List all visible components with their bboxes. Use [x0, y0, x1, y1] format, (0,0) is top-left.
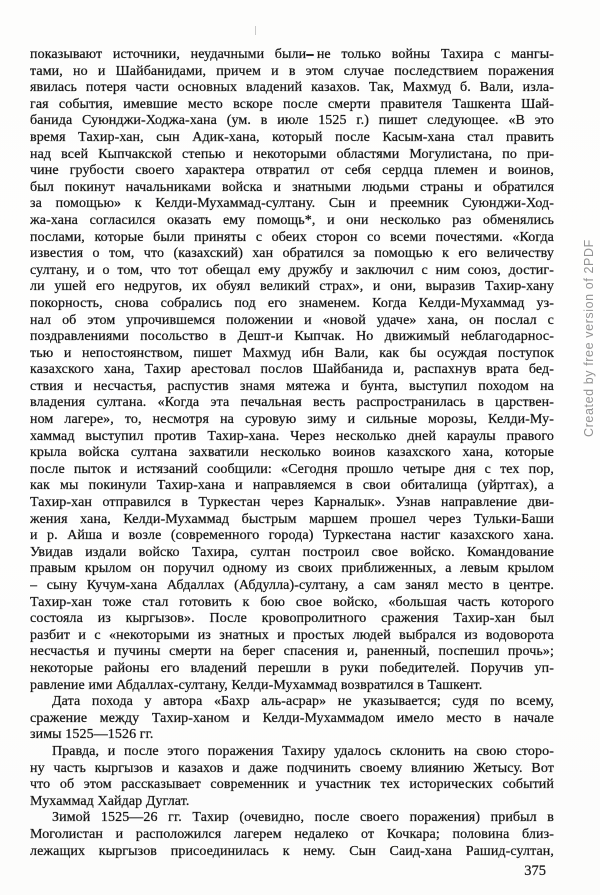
text-line: ну часть кыргызов и казахов и даже подчинить своему влиянию Жетысу. Вот	[30, 760, 554, 776]
text-line: несчастья и пучины смерти на берег спасения и, раненный, поспешил прочь»;	[30, 644, 554, 660]
text-line: Правда, и после этого поражения Тахиру удалось склонить на свою сторо-	[52, 743, 554, 759]
text-line: после пыток и истязаний сообщили: «Сегодня прошло четыре дня с тех пор,	[30, 461, 554, 477]
body-text	[30, 47, 554, 860]
text-line: жа-хана согласился оказать ему помощь*, и они несколько раз обменялись	[30, 212, 554, 228]
text-line: казахского хана, Тахир арестовал послов Шайбанида и, распахнув врата бед-	[30, 362, 554, 378]
text-line: Дата похода у автора «Бахр аль-асрар» не указывается; судя по всему,	[52, 694, 554, 710]
page-number: 375	[524, 863, 546, 879]
text-line: банида Суюнджи-Ходжа-хана (ум. в июле 1525 г.) пишет следующее. «В это	[30, 113, 554, 129]
text-line: покорность, снова собрались под его знаменем. Когда Келди-Мухаммад уз-	[30, 295, 554, 311]
text-line: сражение между Тахир-ханом и Келди-Мухаммадом имело место в начале	[30, 710, 554, 726]
text-line: хаммад выступил против Тахир-хана. Через несколько дней караулы правого	[30, 428, 554, 444]
text-line: нал об этом упрочившемся положении и «новой удаче» хана, он послал с	[30, 312, 554, 328]
text-line: состояла из кыргызов». После кровопролитного сражения Тахир-хан был	[30, 611, 554, 627]
text-line: гая события, имевшие место вскоре после смерти правителя Ташкента Шай-	[30, 96, 554, 112]
text-line: ли ушей его недругов, их обуял великий страх», и они, выразив Тахир-хану	[30, 279, 554, 295]
text-line: тью и непостоянством, пишет Махмуд ибн Вали, как бы осуждая поступок	[30, 345, 554, 361]
watermark-2pdf: Created by free version of 2PDF	[582, 239, 596, 437]
text-line: Мухаммад Хайдар Дуглат.	[30, 793, 190, 809]
text-line: некоторые районы его владений перешли в руки победителей. Поручив уп-	[30, 660, 554, 676]
text-line: и р. Айша и возле (современного города) Туркестана настиг казахского хана.	[30, 528, 554, 544]
text-line: поздравлениями посольство в Дешт-и Кыпчак. Но движимый неблагодарнос-	[30, 329, 554, 345]
text-line: ном лагере», то, несмотря на суровую зиму и сильные морозы, Келди-Му-	[30, 412, 554, 428]
text-line: был покинут начальниками войска и знатными людьми страны и обратился	[30, 179, 554, 195]
text-line: зимы 1525—1526 гг.	[30, 727, 154, 743]
text-line: показывают источники, неудачными были не только войны Тахира с мангы-	[30, 47, 554, 62]
text-line: – сыну Кучум-хана Абдаллах (Абдулла)-султану, а сам занял место в центре.	[30, 578, 554, 593]
text-line: время Тахир-хан, сын Адик-хана, который после Касым-хана стал править	[30, 129, 554, 145]
text-line: послами, которые были приняты с обеих сторон со всеми почестями. «Когда	[30, 229, 554, 245]
text-line: Зимой 1525—26 гг. Тахир (очевидно, после своего поражения) прибыл в	[52, 810, 554, 826]
text-line: жения хана, Келди-Мухаммад быстрым маршем прошел через Тульки-Баши	[30, 511, 554, 527]
scan-artifact	[255, 26, 256, 35]
text-line: что об этом рассказывает современник и участник тех исторических событий	[30, 777, 554, 793]
text-line: Тахир-хан тоже стал готовить к бою свое войско, «большая часть которого	[30, 594, 554, 610]
text-line: крыла войска султана захватили несколько воинов казахского хана, которые	[30, 445, 554, 461]
text-line: ствия и несчастья, распустив знамя мятежа и бунта, выступил походом на	[30, 378, 554, 394]
text-line: тами, но и Шайбанидами, причем и в этом случае последствием поражения	[30, 63, 554, 79]
text-line: Моголистан и расположился лагерем недалеко от Кочкара; половина близ-	[30, 826, 554, 842]
text-line: известия о том, что (казахский) хан обратился за помощью к его величеству	[30, 246, 554, 262]
text-line: за помощью» к Келди-Мухаммад-султану. Сын и преемник Суюнджи-Ход-	[30, 196, 554, 212]
text-line: владения султана. «Когда эта печальная весть распространилась в царствен-	[30, 395, 554, 411]
text-line: лежащих кыргызов присоединилась к нему. Сын Саид-хана Рашид-султан,	[30, 843, 554, 859]
text-line: Тахир-хан отправился в Туркестан через Карналык». Узнав направление дви-	[30, 495, 554, 511]
text-line: правым крылом он поручил одному из своих приближенных, а левым крылом	[30, 561, 554, 577]
text-line: над всей Кыпчакской степью и некоторыми областями Могулистана, по при-	[30, 146, 554, 162]
text-line: равление ими Абдаллах-султану, Келди-Мухаммад возвратился в Ташкент.	[30, 677, 483, 693]
text-line: как мы покинули Тахир-хана и направляемся в свои обиталища (уйртгах), а	[30, 478, 554, 494]
text-line: Увидав издали войско Тахира, султан построил свое войско. Командование	[30, 544, 554, 560]
text-line: разбит и с «некоторыми из знатных и простых людей выбрался из водоворота	[30, 627, 554, 643]
text-line: явилась потеря части основных владений казахов. Так, Махмуд б. Вали, изла-	[30, 80, 554, 96]
text-line: чине грубости своего характера отвратил от себя сердца племен и воинов,	[30, 163, 554, 179]
text-line: султану, и о том, что тот обещал ему дружбу и заключил с ним союз, достиг-	[30, 262, 554, 278]
